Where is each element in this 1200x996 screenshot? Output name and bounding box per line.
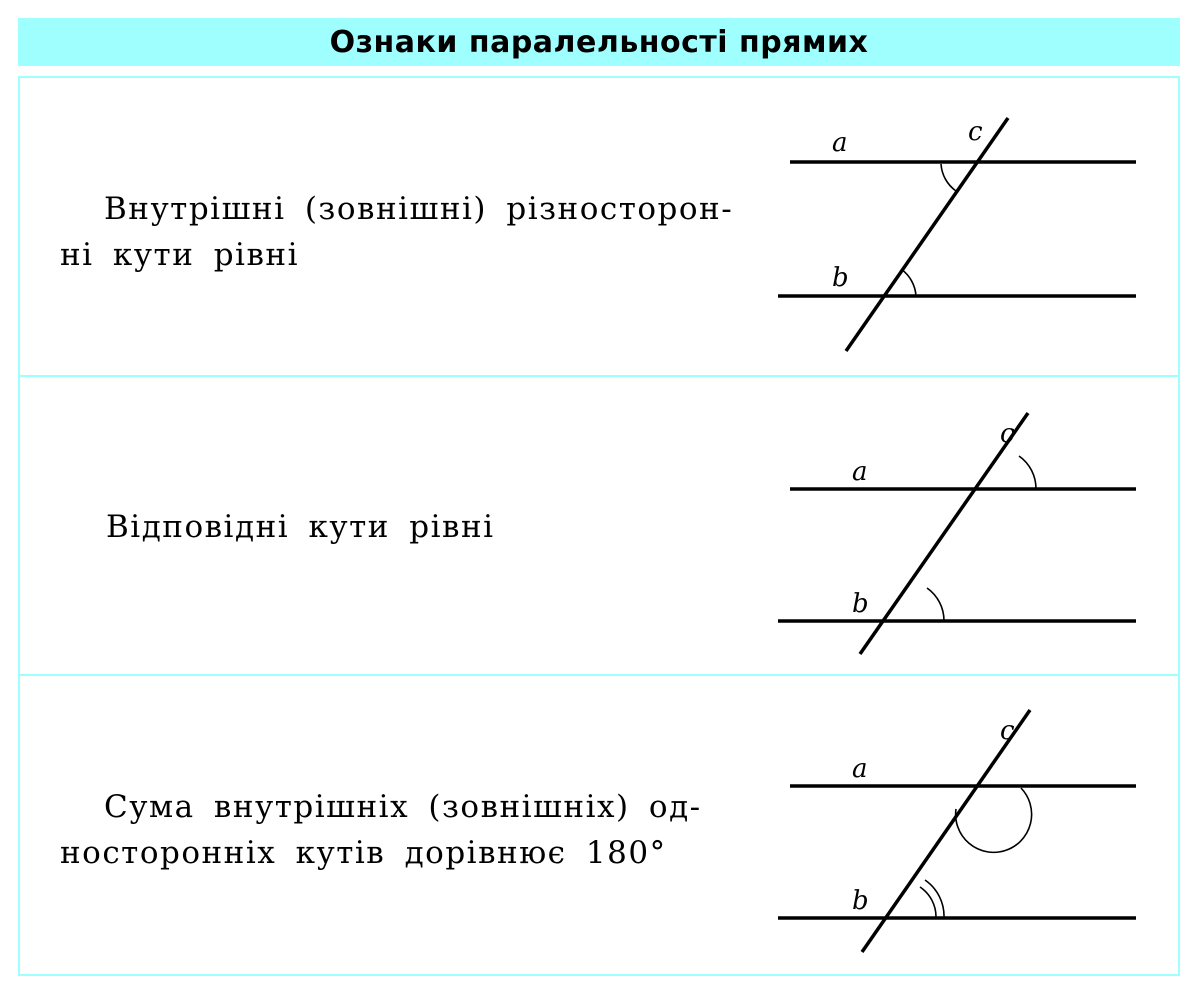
angle-arc-lower-inner [920, 887, 936, 918]
transversal-c [862, 710, 1030, 952]
angle-arc-lower [901, 269, 916, 296]
criterion-line: носторонніх кутів дорівнює 180° [60, 835, 667, 871]
table-row-alternate-angles [20, 78, 1178, 375]
table-row-co-interior-angles [20, 676, 1178, 974]
angle-arc-upper [1019, 456, 1036, 489]
label-c: c [968, 117, 983, 147]
transversal-c [846, 118, 1008, 351]
label-c: c [1000, 419, 1015, 449]
criterion-line: ні кути рівні [60, 237, 299, 273]
label-c: c [1000, 716, 1015, 746]
criterion-text [60, 784, 710, 876]
angle-arc-lower [927, 588, 944, 621]
alternate-angles-diagram [760, 108, 1170, 358]
page-title: Ознаки паралельності прямих [329, 24, 869, 60]
criterion-text [60, 186, 734, 278]
corresponding-angles-diagram [760, 407, 1170, 657]
label-b: b [852, 589, 869, 619]
criterion-text [106, 504, 756, 550]
criterion-line: Сума внутрішніх (зовнішніх) од- [104, 789, 702, 825]
table-row-corresponding-angles [20, 377, 1178, 674]
label-b: b [852, 886, 869, 916]
label-a: a [832, 128, 848, 158]
criterion-line: Внутрішні (зовнішні) різносторон- [104, 191, 734, 227]
angle-arc-upper [941, 164, 956, 191]
label-a: a [852, 754, 868, 784]
criteria-table [18, 76, 1180, 976]
label-a: a [852, 457, 868, 487]
label-b: b [832, 263, 849, 293]
angle-arc-lower-outer [925, 880, 944, 918]
header-bar [18, 18, 1180, 66]
criterion-line: Відповідні кути рівні [106, 509, 495, 545]
co-interior-angles-diagram [760, 708, 1170, 958]
